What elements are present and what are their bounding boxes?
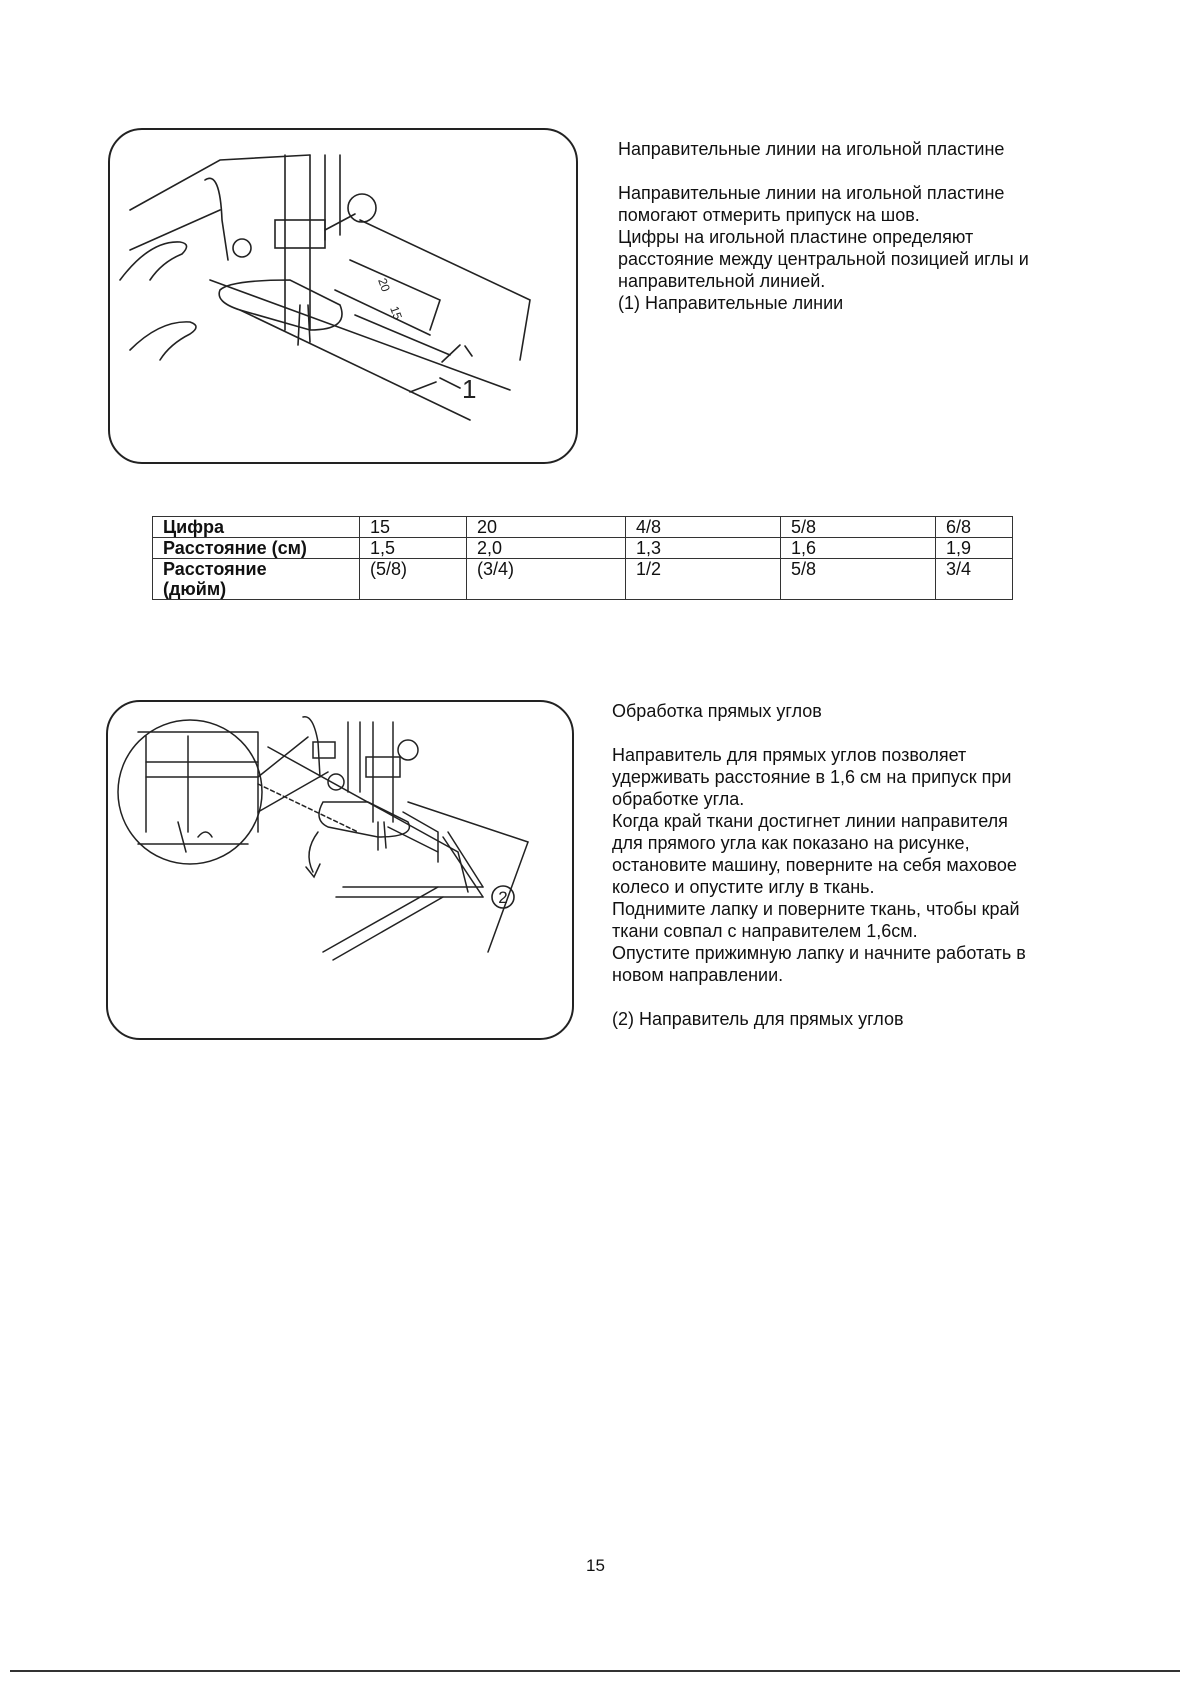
table-cell: 5/8 [781, 559, 936, 600]
section-title: Обработка прямых углов [612, 701, 822, 721]
table-cell: 20 [467, 517, 626, 538]
paragraph-line: ткани совпал с направителем 1,6см. [612, 921, 918, 941]
table-cell: 6/8 [936, 517, 1013, 538]
seam-allowance-table [152, 516, 1013, 600]
row-header: Цифра [153, 517, 360, 538]
table-cell: (5/8) [360, 559, 467, 600]
table-cell: 1,5 [360, 538, 467, 559]
paragraph-line: Цифры на игольной пластине определяют [618, 227, 974, 247]
table-cell: 1,9 [936, 538, 1013, 559]
table-cell: 5/8 [781, 517, 936, 538]
plate-mark-15: 15 [387, 304, 405, 322]
callout-2: 2 [498, 888, 508, 907]
paragraph-line: Поднимите лапку и поверните ткань, чтобы край [612, 899, 1020, 919]
paragraph-line: Когда край ткани достигнет линии направителя [612, 811, 1008, 831]
table-row [153, 559, 1013, 600]
paragraph-line: Направительные линии на игольной пластине [618, 183, 1005, 203]
row-header-line: (дюйм) [163, 579, 227, 599]
table-cell: 2,0 [467, 538, 626, 559]
section-needle-plate-guidelines [618, 138, 1098, 314]
paragraph-line: обработке угла. [612, 789, 745, 809]
paragraph-line: новом направлении. [612, 965, 784, 985]
table-cell: 3/4 [936, 559, 1013, 600]
paragraph-line: для прямого угла как показано на рисунке, [612, 833, 970, 853]
figure-corner-guide [106, 700, 574, 1040]
section-title: Направительные линии на игольной пластине [618, 139, 1005, 159]
table-cell: 4/8 [626, 517, 781, 538]
table-cell: 1/2 [626, 559, 781, 600]
plate-mark-20: 20 [375, 276, 393, 294]
table-cell: 1,6 [781, 538, 936, 559]
paragraph-line: расстояние между центральной позицией иглы и [618, 249, 1029, 269]
table-cell: (3/4) [467, 559, 626, 600]
page-number: 15 [586, 1556, 605, 1575]
figure-reference: (2) Направитель для прямых углов [612, 1009, 904, 1029]
table-cell: 15 [360, 517, 467, 538]
row-header: Расстояние (см) [153, 538, 360, 559]
section-corner-guide [612, 700, 1092, 1030]
figure-needle-plate-guidelines [108, 128, 578, 464]
paragraph-line: колесо и опустите иглу в ткань. [612, 877, 875, 897]
table-row [153, 538, 1013, 559]
corner-guide-illustration [108, 702, 572, 1038]
paragraph-line: остановите машину, поверните на себя маховое [612, 855, 1017, 875]
table-row [153, 517, 1013, 538]
row-header-line: Расстояние [163, 559, 267, 579]
bottom-rule [10, 1670, 1180, 1672]
paragraph-line: направительной линией. [618, 271, 826, 291]
paragraph-line: удерживать расстояние в 1,6 см на припуск при [612, 767, 1012, 787]
row-header [153, 559, 360, 600]
paragraph-line: Опустите прижимную лапку и начните работать в [612, 943, 1026, 963]
figure-reference: (1) Направительные линии [618, 293, 844, 313]
callout-1: 1 [462, 374, 477, 404]
paragraph-line: Направитель для прямых углов позволяет [612, 745, 967, 765]
table-cell: 1,3 [626, 538, 781, 559]
paragraph-line: помогают отмерить припуск на шов. [618, 205, 920, 225]
needle-plate-illustration [110, 130, 576, 462]
